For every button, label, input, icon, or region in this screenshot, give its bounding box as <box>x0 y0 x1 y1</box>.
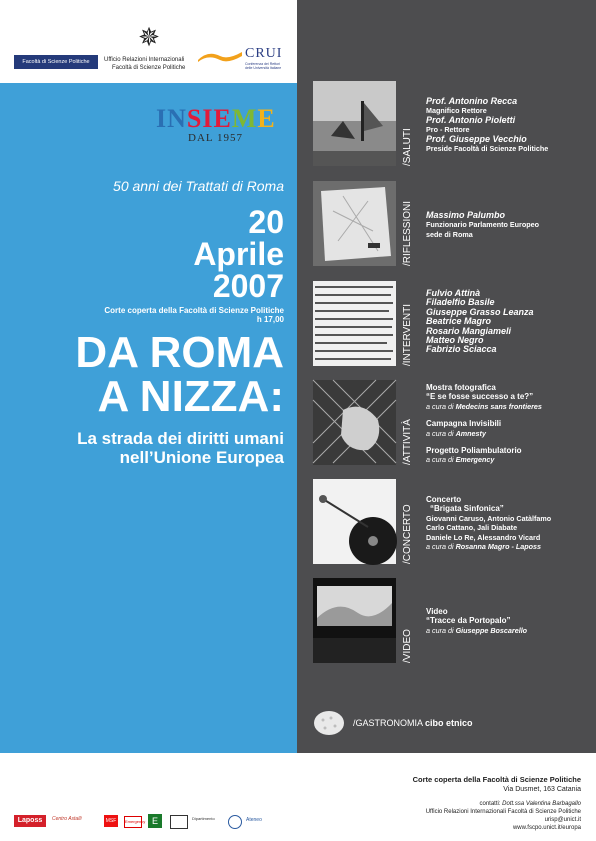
footer-web[interactable]: www.fscpo.unict.it/europa <box>512 825 581 831</box>
curated-by: a cura di <box>426 401 454 411</box>
sponsor-emergency: Emergency <box>124 816 142 828</box>
interventi-photo <box>313 281 396 366</box>
gastronomia-value: cibo etnico <box>425 718 473 728</box>
speaker: Fabrizio Sciacca <box>426 344 497 355</box>
anni-trattati: 50 anni dei Trattati di Roma <box>113 178 284 194</box>
crui-logo-sub: Conferenza dei Rettori delle Università Italiane <box>245 62 282 70</box>
concerto-photo <box>313 479 396 564</box>
label-riflessioni: /RIFLESSIONI <box>402 200 413 266</box>
label-concerto: /CONCERTO <box>402 504 413 564</box>
event-day: 20 <box>248 204 284 240</box>
concerto-text <box>426 495 591 551</box>
interventi-text <box>426 289 591 355</box>
attivita-text <box>426 383 591 465</box>
label-video: /VIDEO <box>402 629 413 663</box>
curated-by: a cura di <box>426 428 454 438</box>
footer-email[interactable]: urisp@unict.it <box>544 817 581 823</box>
footer-address: Via Dusmet, 163 Catania <box>503 786 581 793</box>
sponsor-ateneo: Ateneo <box>246 817 262 823</box>
curated-by: a cura di <box>426 625 454 635</box>
role: sede di Roma <box>426 229 473 239</box>
speaker: Giuseppe Grasso Leanza <box>426 306 534 317</box>
activity-title: Campagna Invisibili <box>426 419 502 429</box>
crui-logo-icon <box>198 50 242 62</box>
concert-title: Concerto <box>426 495 462 504</box>
role: Preside Facoltà di Scienze Politiche <box>426 144 549 154</box>
insieme-part-3: M <box>231 104 258 133</box>
activity-subtitle: “E se fosse successo a te?” <box>426 392 534 402</box>
insieme-part-4: E <box>257 104 276 133</box>
activity-title: Mostra fotografica <box>426 383 496 392</box>
curator: Emergency <box>455 455 495 465</box>
concert-name: “Brigata Sinfonica” <box>430 504 504 514</box>
footer-venue: Corte coperta della Facoltà di Scienze Politiche <box>412 775 581 784</box>
speaker: Prof. Giuseppe Vecchio <box>426 133 527 144</box>
speaker: Fulvio Attinà <box>426 288 481 298</box>
sponsor-laposs: Laposs <box>14 815 46 827</box>
insieme-part-1: IN <box>156 104 187 133</box>
event-month: Aprile <box>193 236 284 272</box>
rice-food-photo <box>313 706 346 739</box>
gastronomia-label: /GASTRONOMIA <box>353 718 423 728</box>
video-photo <box>313 578 396 663</box>
event-year: 2007 <box>212 268 284 304</box>
speaker: Prof. Antonino Recca <box>426 96 518 106</box>
curator: Amnesty <box>455 428 486 438</box>
insieme-part-2: SIE <box>186 104 232 133</box>
video-title: Video <box>426 607 448 616</box>
sponsor-astalli: Centro Astalli <box>52 816 82 822</box>
insieme-since: DAL 1957 <box>188 132 243 144</box>
speaker: Filadelfio Basile <box>426 297 495 308</box>
main-title-line1: DA ROMA <box>75 328 284 377</box>
uri-logo-text <box>104 56 200 72</box>
video-text <box>426 607 591 635</box>
insieme-logo <box>156 104 276 134</box>
musicians: Carlo Cattano, Jali Diabate <box>426 523 518 533</box>
video-name: “Tracce da Portopalo” <box>426 616 511 626</box>
role: Magnifico Rettore <box>426 106 487 116</box>
gastronomia <box>353 718 473 728</box>
label-saluti: /SALUTI <box>402 128 413 166</box>
saluti-photo <box>313 81 396 166</box>
sponsor-box <box>170 815 188 829</box>
uri-line2: Facoltà di Scienze Politiche <box>112 65 186 71</box>
riflessioni-photo <box>313 181 396 266</box>
curator: Medecins sans frontieres <box>455 401 542 411</box>
curated-by: a cura di <box>426 455 454 465</box>
faculty-logo: Facoltà di Scienze Politiche <box>14 55 98 69</box>
speaker: Rosario Mangiameli <box>426 325 512 336</box>
curated-by: a cura di <box>426 542 454 552</box>
sponsor-logos <box>14 813 284 831</box>
footer-office: Ufficio Relazioni Internazionali Facoltà di Scienze Politiche <box>425 809 581 815</box>
riflessioni-text <box>426 211 591 239</box>
speaker: Massimo Palumbo <box>426 210 506 220</box>
curator: Rosanna Magro - Laposs <box>455 542 542 552</box>
sponsor-amnesty-icon: E <box>148 814 162 828</box>
event-time: h 17,00 <box>256 315 284 324</box>
role: Funzionario Parlamento Europeo <box>426 220 540 230</box>
saluti-text <box>426 97 591 153</box>
subtitle-line2: nell’Unione Europea <box>119 448 284 467</box>
activity-title: Progetto Poliambulatorio <box>426 446 522 456</box>
sponsor-seal-icon <box>228 815 242 829</box>
main-title-line2: A NIZZA: <box>97 372 284 421</box>
musicians: Giovanni Caruso, Antonio Catàlfamo <box>426 513 552 523</box>
uri-line1: Ufficio Relazioni Internazionali <box>104 57 185 63</box>
role: Pro - Rettore <box>426 125 470 135</box>
curator: Giuseppe Boscarello <box>455 625 528 635</box>
speaker: Prof. Antonio Pioletti <box>426 114 516 125</box>
speaker: Matteo Negro <box>426 335 484 346</box>
label-interventi: /INTERVENTI <box>402 303 413 366</box>
sponsor-msf: MSF <box>104 815 118 827</box>
event-venue: Corte coperta della Facoltà di Scienze Politiche <box>104 306 284 315</box>
sponsor-dipartimento: Dipartimento <box>192 816 215 821</box>
speaker: Beatrice Magro <box>426 316 492 327</box>
crui-logo-text: CRUI <box>245 46 283 61</box>
contact-name: Dott.ssa Valentina Barbagallo <box>502 801 581 807</box>
attivita-photo <box>313 380 396 465</box>
musicians: Daniele Lo Re, Alessandro Vicard <box>426 532 541 542</box>
compass-star-icon: ✵ <box>138 22 160 52</box>
footer-contacts <box>479 800 581 808</box>
contacts-label: contatti: <box>479 801 501 807</box>
label-attivita: /ATTIVITÀ <box>402 419 413 465</box>
subtitle-line1: La strada dei diritti umani <box>77 429 284 448</box>
